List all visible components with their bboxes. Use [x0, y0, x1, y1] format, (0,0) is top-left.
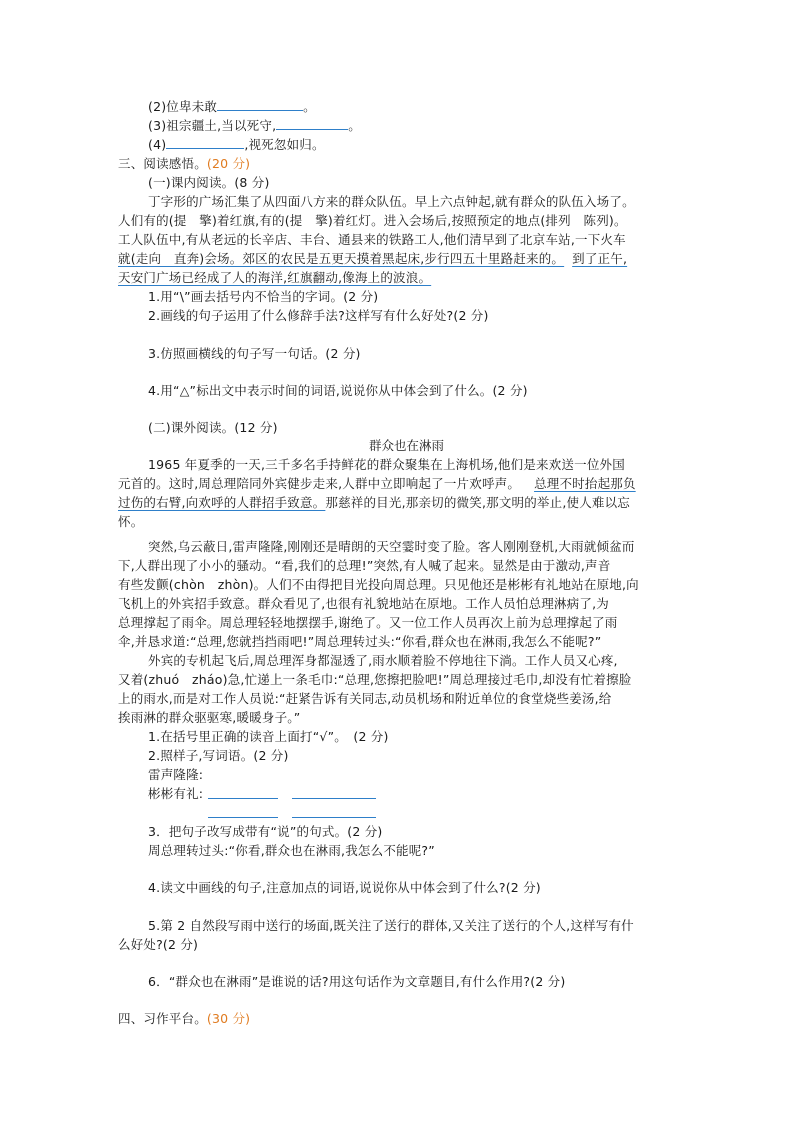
- fill-item-4-suffix: ,视死忽如归。: [244, 137, 325, 152]
- paragraph-line: 外宾的专机起飞后,周总理浑身都湿透了,雨水顺着脸不停地往下淌。工作人员又心疼,: [148, 653, 618, 668]
- question-1: 1.用“\”画去括号内不恰当的字词。(2 分): [148, 289, 379, 304]
- fill-item-3: [148, 117, 361, 134]
- paragraph-line: 又着(zhuó zháo)急,忙递上一条毛巾:“总理,您擦把脸吧!”周总理接过毛巾,却没有忙着擦脸: [118, 672, 632, 687]
- paragraph-line: 有些发颤(chòn zhòn)。人们不由得把目光投向周总理。只见他还是彬彬有礼地站在原地,向: [118, 577, 639, 592]
- blank-line[interactable]: [208, 805, 278, 818]
- question-5-cont: 么好处?(2 分): [118, 937, 199, 952]
- question-5: 5.第 2 自然段写雨中送行的场面,既关注了送行的群体,又关注了送行的个人,这样写有什: [148, 918, 634, 933]
- passage-line: 就(走向 直奔)会场。郊区的农民是五更天摸着黑起床,步行四五十里路赶来的。: [118, 251, 565, 266]
- period: 。: [348, 118, 361, 133]
- paragraph-line: 总理撑起了雨伞。周总理轻轻地摆摆手,谢绝了。又一位工作人员再次上前为总理撑起了雨: [118, 615, 618, 630]
- fill-item-2-text: (2)位卑未敢: [148, 99, 218, 114]
- blank-line[interactable]: [276, 117, 348, 130]
- underlined-sentence: 过伤的右臂,向欢呼的人群招手致意。: [118, 495, 326, 510]
- question-2: 2.画线的句子运用了什么修辞手法?这样写有什么好处?(2 分): [148, 308, 489, 323]
- example-line-2: [148, 785, 203, 802]
- paragraph-line-with-underline: [118, 475, 636, 492]
- passage-line: 人们有的(提 擎)着红旗,有的(提 擎)着红灯。进入会场后,按照预定的地点(排列 陈列)。: [118, 213, 627, 228]
- paragraph-line-with-underline: [118, 494, 630, 511]
- question-3: 3．把句子改写成带有“说”的句式。(2 分): [148, 824, 383, 839]
- article-title: 群众也在淋雨: [369, 438, 445, 453]
- section-score: (30 分): [206, 1011, 251, 1026]
- paragraph-line: 飞机上的外宾招手致意。群众看见了,也很有礼貌地站在原地。工作人员怕总理淋病了,为: [118, 596, 609, 611]
- section-score: (20 分): [206, 156, 251, 171]
- blank-line[interactable]: [292, 805, 376, 818]
- paragraph-line: 怀。: [118, 514, 144, 529]
- part-2-heading: (二)课外阅读。(12 分): [148, 420, 278, 435]
- paragraph-line: 伞,并恳求道:“总理,您就挡挡雨吧!”周总理转过头:“你看,群众也在淋雨,我怎么不能呢?”: [118, 634, 602, 649]
- paragraph-text: 元首的。这时,周总理陪同外宾健步走来,人群中立即响起了一片欢呼声。: [118, 476, 521, 491]
- passage-line: 天安门广场已经成了人的海洋,红旗翻动,像海上的波浪。: [118, 270, 432, 285]
- section-3-heading: [118, 155, 250, 172]
- quoted-sentence: 周总理转过头:“你看,群众也在淋雨,我怎么不能呢?”: [148, 843, 435, 858]
- period: 。: [303, 99, 316, 114]
- part-1-heading: (一)课内阅读。(8 分): [148, 175, 270, 190]
- fill-item-4: [148, 136, 325, 153]
- passage-line-underlined: [118, 269, 431, 286]
- paragraph-line: 1965 年夏季的一天,三千多名手持鲜花的群众聚集在上海机场,他们是来欢送一位外国: [148, 457, 625, 472]
- blank-line[interactable]: [208, 786, 278, 799]
- underlined-sentence: 总理不时抬起那负: [534, 476, 636, 491]
- fill-item-3-text: (3)祖宗疆土,当以死守,: [148, 118, 277, 133]
- paragraph-line: 上的雨水,而是对工作人员说:“赶紧告诉有关同志,动员机场和附近单位的食堂烧些姜汤,给: [118, 691, 612, 706]
- paragraph-line: 挨雨淋的群众驱驱寒,暖暖身子。”: [118, 710, 301, 725]
- question-4: 4.用“△”标出文中表示时间的词语,说说你从中体会到了什么。(2 分): [148, 383, 528, 398]
- section-heading-text: 三、阅读感悟。: [118, 156, 207, 171]
- paragraph-line: 下,人群出现了小小的骚动。“看,我们的总理!”突然,有人喊了起来。显然是由于激动,声音: [118, 558, 611, 573]
- fill-item-2: [148, 98, 316, 115]
- question-6: 6．“群众也在淋雨”是谁说的话?用这句话作为文章题目,有什么作用?(2 分): [148, 974, 566, 989]
- blank-line[interactable]: [166, 136, 244, 149]
- passage-line: 工人队伍中,有从老远的长辛店、丰台、通县来的铁路工人,他们清早到了北京车站,一下火车: [118, 232, 626, 247]
- passage-line: 丁字形的广场汇集了从四面八方来的群众队伍。早上六点钟起,就有群众的队伍入场了。: [148, 194, 635, 209]
- section-4-heading: [118, 1010, 250, 1027]
- question-3: 3.仿照画横线的句子写一句话。(2 分): [148, 346, 361, 361]
- paragraph-text: 那慈祥的目光,那亲切的微笑,那文明的举止,使人难以忘: [325, 495, 630, 510]
- blank-line[interactable]: [217, 98, 303, 111]
- question-2: 2.照样子,写词语。(2 分): [148, 748, 289, 763]
- question-1: 1.在括号里正确的读音上面打“√”。 (2 分): [148, 729, 389, 744]
- section-heading-text: 四、习作平台。: [118, 1011, 207, 1026]
- example-line-1: [148, 766, 203, 783]
- passage-line-with-underline: [118, 250, 627, 267]
- underlined-sentence-start: 到了正午,: [572, 251, 628, 266]
- fill-item-4-prefix: (4): [148, 137, 167, 152]
- example-word: 雷声隆隆:: [148, 767, 204, 782]
- question-4: 4.读文中画线的句子,注意加点的词语,说说你从中体会到了什么?(2 分): [148, 880, 541, 895]
- paragraph-line: 突然,乌云蔽日,雷声隆隆,刚刚还是晴朗的天空霎时变了脸。客人刚刚登机,大雨就倾盆而: [148, 539, 635, 554]
- example-word: 彬彬有礼:: [148, 786, 204, 801]
- blank-line[interactable]: [292, 786, 376, 799]
